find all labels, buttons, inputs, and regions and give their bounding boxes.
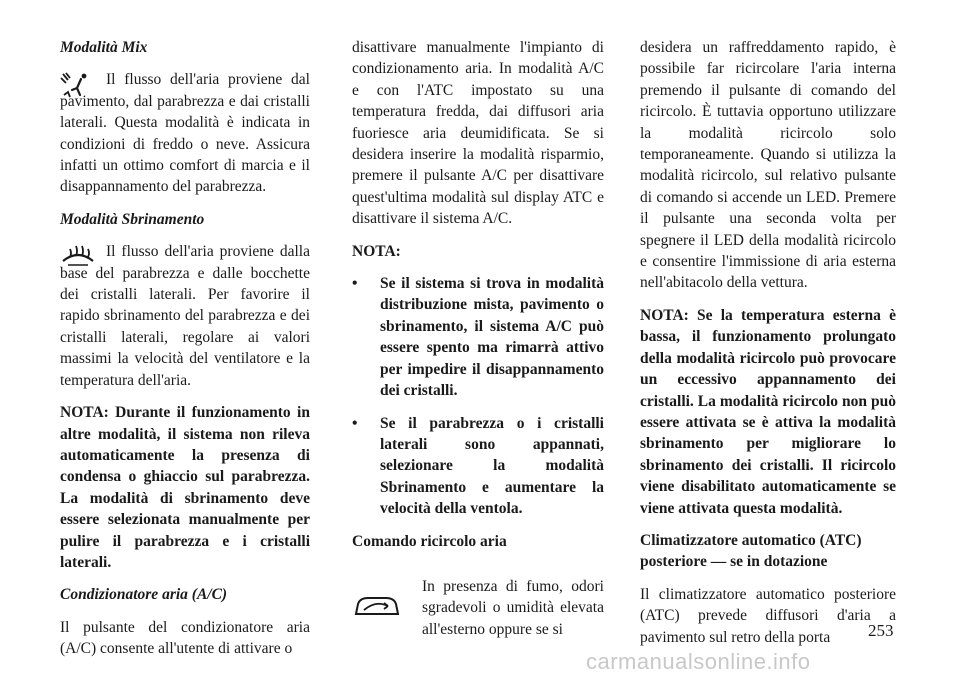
floor-defrost-icon — [60, 71, 96, 99]
column-right — [640, 37, 896, 659]
defrost-note: NOTA: Durante il funzionamento in altre modalità, il sistema non rileva automaticamente la presenza di condensa o ghiaccio sul parabrezza. La modalità di sbrinamento deve essere selezionata manualmente per pulire il parabrezza e i cristalli laterali. — [60, 404, 310, 571]
list-item: • Se il sistema si trova in modalità distribuzione mista, pavimento o sbrinamento, il sistema A/C può essere spento ma rimarrà attivo per impedire il disappannamento dei cristalli. — [352, 275, 604, 400]
ac-text: Il pulsante del condizionatore aria (A/C) consente all'utente di attivare o — [60, 618, 310, 658]
recirc-text-continued: desidera un raffreddamento rapido, è possibile far ricircolare l'aria interna premendo il pulsante di comando del ricircolo. È tuttavia opportuno utilizzare la modalità ricircolo solo temporaneamente. Quando si utilizza la modalità ricircolo, sul relativo pulsante di comando si accende un LED. Premere il pulsante una seconda volta per spegnere il LED della modalità ricircolo e consentire l'immissione di aria esterna nell'abitacolo della vettura. — [640, 39, 896, 292]
note-label: NOTA: — [352, 242, 401, 260]
column-middle — [352, 37, 604, 651]
recirc-text: In presenza di fumo, odori sgradevoli o umidità elevata all'esterno oppure se si — [422, 577, 604, 638]
recirculation-icon — [352, 592, 402, 620]
rear-atc-heading: Climatizzatore automatico (ATC) posteriore — se in dotazione — [640, 531, 862, 571]
watermark[interactable]: carmanualsonline.info — [586, 649, 811, 674]
defrost-mode-heading: Modalità Sbrinamento — [60, 210, 205, 228]
mix-mode-heading: Modalità Mix — [60, 39, 148, 56]
page-number: 253 — [868, 621, 894, 640]
defrost-mode-text: Il flusso dell'aria proviene dalla base del parabrezza e dalle bocchette dei cristalli laterali. Per favorire il rapido sbrinamento del parabrezza e dei cristalli laterali, regolare ai valori massimi la velocità del ventilatore e la temperatura dell'aria. — [60, 243, 310, 389]
recirc-note: NOTA: Se la temperatura esterna è bassa, il funzionamento prolungato della modalità ricircolo può provocare un eccessivo appannamento dei cristalli. La modalità ricircolo non può essere attivata se è attiva la modalità sbrinamento per migliorare lo sbrinamento dei cristalli. Il ricircolo viene disabilitato automaticamente se viene attivata questa modalità. — [640, 306, 896, 517]
windshield-defrost-icon — [60, 243, 96, 271]
mix-mode-text: Il flusso dell'aria proviene dal pavimento, dal parabrezza e dai cristalli laterali. Questa modalità è indicata in condizioni di freddo o neve. Assicura infatti un ottimo comfort di marcia e il disappannamento del parabrezza. — [60, 71, 310, 196]
ac-text-continued: disattivare manualmente l'impianto di condizionamento aria. In modalità A/C e con l'ATC impostato su una temperatura fredda, dai diffusori aria fuoriesce aria deumidificata. Se si desidera inserire la modalità risparmio, premere il pulsante A/C per disattivare quest'ultima modalità sul display ATC e disattivare il sistema A/C. — [352, 39, 604, 228]
column-left — [60, 37, 310, 671]
note-bullet-list — [352, 273, 604, 519]
mix-mode-block — [60, 69, 310, 197]
rear-atc-text: Il climatizzatore automatico posteriore (ATC) prevede diffusori d'aria a pavimento sul retro della porta — [640, 585, 896, 646]
recirc-heading: Comando ricircolo aria — [352, 532, 507, 550]
list-item: • Se il parabrezza o i cristalli laterali sono appannati, selezionare la modalità Sbrinamento e aumentare la velocità della ventola. — [352, 414, 604, 518]
ac-heading: Condizionatore aria (A/C) — [60, 586, 228, 604]
recirc-block — [352, 576, 604, 640]
defrost-mode-block — [60, 241, 310, 391]
